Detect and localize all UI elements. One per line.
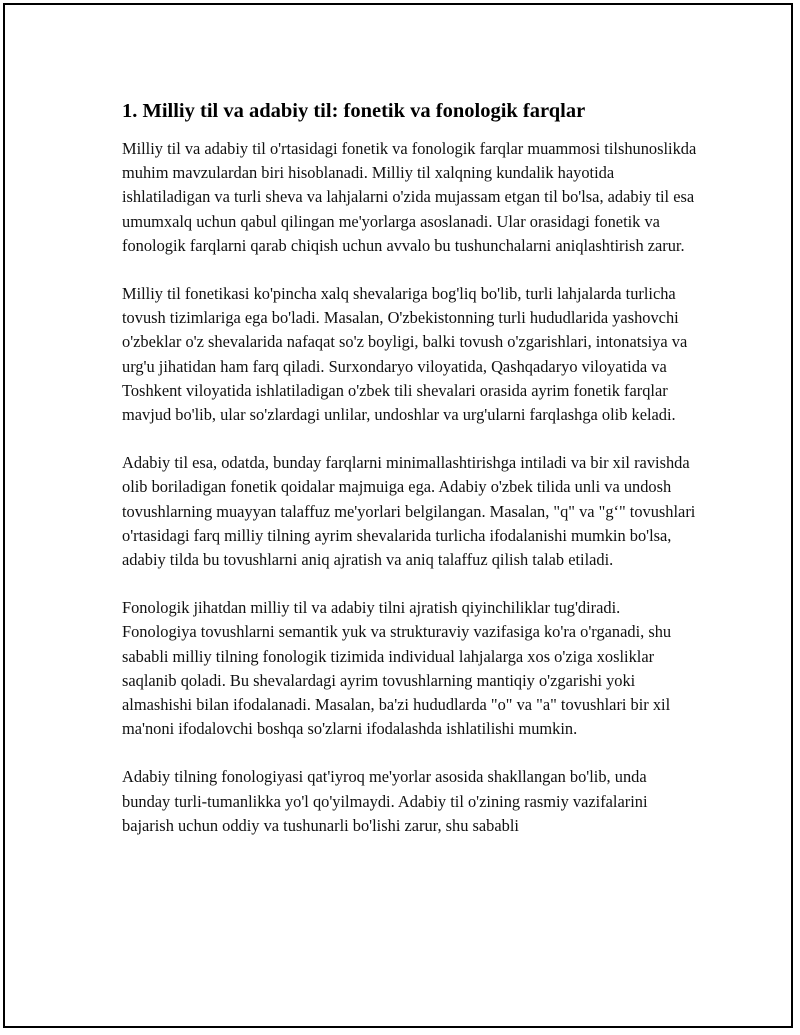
section-heading: 1. Milliy til va adabiy til: fonetik va fonologik farqlar bbox=[122, 100, 586, 122]
paragraph-4: Fonologik jihatdan milliy til va adabiy tilni ajratish qiyinchiliklar tug'diradi. Fonologiya tovushlarni semantik yuk va strukturaviy vazifasiga ko'ra o'rganadi, shu sababli milliy tilning fonologik tizimida individual lahjalarga xos o'ziga xosliklar saqlanib qoladi. Bu shevalardagi ayrim tovushlarning mantiqiy o'zgarishi yoki almashishi bilan ifodalanadi. Masalan, ba'zi hududlarda "o" va "a" tovushlari bir xil ma'noni ifodalovchi boshqa so'zlarni ifodalashda ishlatilishi mumkin. bbox=[122, 598, 672, 739]
paragraph-3: Adabiy til esa, odatda, bunday farqlarni minimallashtirishga intiladi va bir xil ravishda olib boriladigan fonetik qoidalar majmuiga ega. Adabiy o'zbek tilida unli va undosh tovushlarning muayyan talaffuz me'yorlari belgilangan. Masalan, "q" va "g‘" tovushlari o'rtasidagi farq milliy tilning ayrim shevalarida turlicha ifodalanishi mumkin bo'lsa, adabiy tilda bu tovushlarni aniq ajratish va aniq talaffuz qilish talab etiladi. bbox=[122, 453, 696, 570]
paragraph-1: Milliy til va adabiy til o'rtasidagi fonetik va fonologik farqlar muammosi tilshunoslikda muhim mavzulardan biri hisoblanadi. Milliy til xalqning kundalik hayotida ishlatiladigan va turli sheva va lahjalarni o'zida mujassam etgan til bo'lsa, adabiy til esa umumxalq uchun qabul qilingan me'yorlarga asoslanadi. Ular orasidagi fonetik va fonologik farqlarni qarab chiqish uchun avvalo bu tushunchalarni aniqlashtirish zarur. bbox=[122, 139, 697, 255]
paragraph-5: Adabiy tilning fonologiyasi qat'iyroq me'yorlar asosida shakllangan bo'lib, unda bunday turli-tumanlikka yo'l qo'yilmaydi. Adabiy til o'zining rasmiy vazifalarini bajarish uchun oddiy va tushunarli bo'lishi zarur, shu sababli bbox=[122, 767, 648, 835]
page-frame bbox=[3, 3, 793, 1028]
document-body bbox=[122, 97, 697, 862]
paragraph-2: Milliy til fonetikasi ko'pincha xalq shevalariga bog'liq bo'lib, turli lahjalarda turlicha tovush tizimlariga ega bo'ladi. Masalan, O'zbekistonning turli hududlarida yashovchi o'zbeklar o'z shevalarida nafaqat so'z boyligi, balki tovush o'zgarishlari, intonatsiya va urg'u jihatidan ham farq qiladi. Surxondaryo viloyatida, Qashqadaryo viloyatida va Toshkent viloyatida ishlatiladigan o'zbek tili shevalari orasida ayrim fonetik farqlar mavjud bo'lib, ular so'zlardagi unlilar, undoshlar va urg'ularni farqlashga olib keladi. bbox=[122, 284, 688, 425]
